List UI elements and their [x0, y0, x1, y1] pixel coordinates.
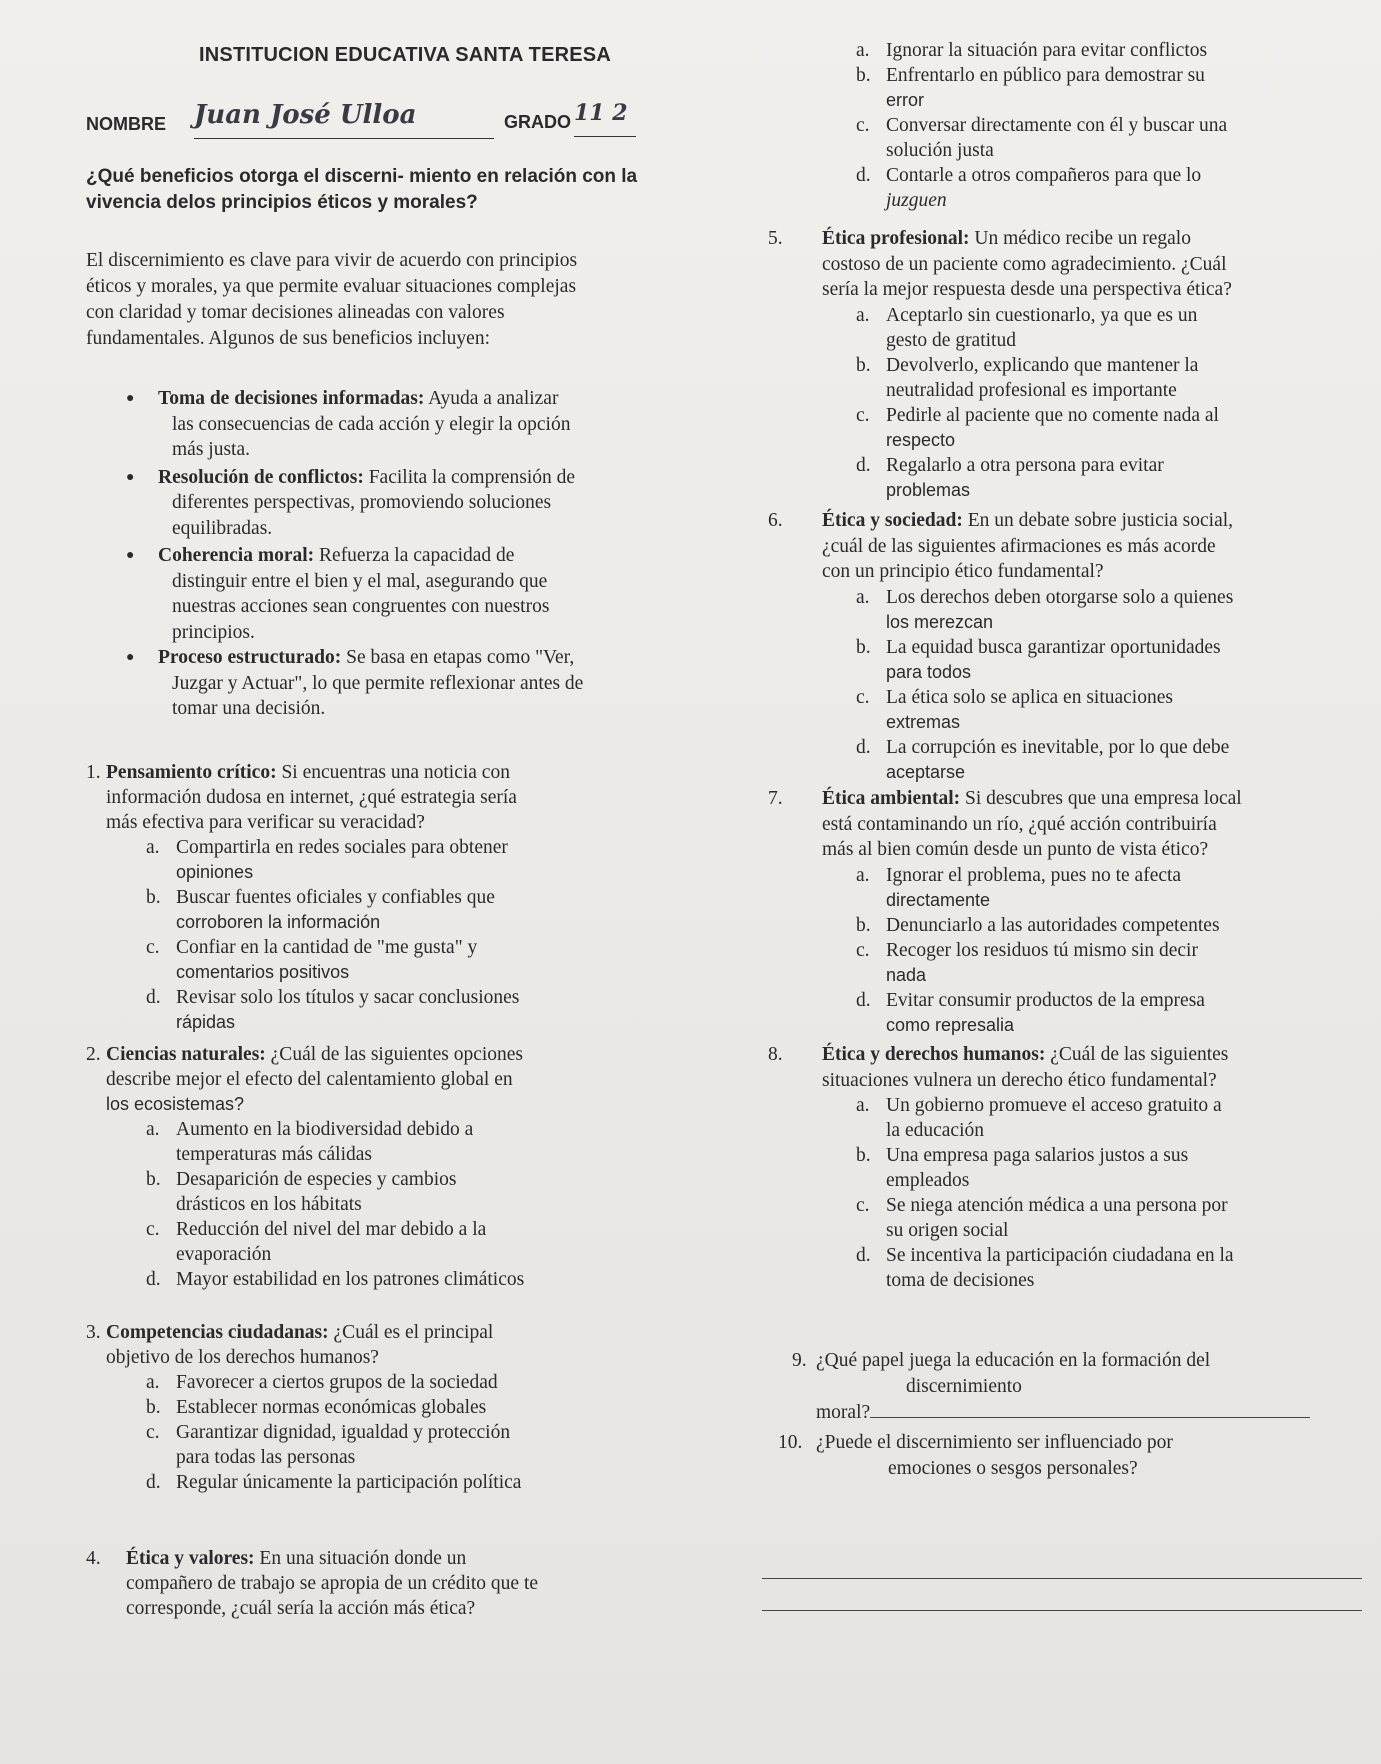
option-c[interactable] [752, 685, 1362, 735]
benefit-text: nuestras acciones sean congruentes con nuestros [172, 596, 550, 617]
name-grade-row [86, 100, 686, 140]
question-10 [752, 1430, 1362, 1481]
question-title: Ética y valores: [126, 1548, 255, 1569]
option-letter: b. [146, 1169, 161, 1190]
question-number: 4. [86, 1548, 101, 1569]
benefit-title: Proceso estructurado: [158, 647, 342, 668]
question-text: los ecosistemas? [106, 1094, 245, 1114]
benefit-text: Juzgar y Actuar", lo que permite reflexionar antes de [172, 672, 584, 694]
option-text: la educación [886, 1120, 984, 1141]
option-c[interactable] [752, 1193, 1362, 1243]
question-text: con un principio ético fundamental? [822, 561, 1104, 582]
option-d[interactable] [752, 453, 1362, 503]
question-number: 2. [86, 1044, 101, 1065]
question-text: emociones o sesgos personales? [888, 1457, 1138, 1479]
option-d[interactable] [106, 985, 706, 1035]
option-letter: c. [856, 939, 870, 961]
option-letter: b. [856, 354, 871, 376]
intro-question [86, 164, 706, 216]
paragraph-line: fundamentales. Algunos de sus beneficios incluyen: [86, 328, 490, 349]
question-text: ¿Puede el discernimiento ser influenciado por [816, 1432, 1173, 1453]
option-a[interactable] [752, 863, 1362, 913]
option-letter: c. [146, 1219, 160, 1240]
option-text: Evitar consumir productos de la empresa [886, 989, 1205, 1011]
question-text: objetivo de los derechos humanos? [106, 1347, 379, 1368]
option-text: Recoger los residuos tú mismo sin decir [886, 939, 1198, 961]
question-number: 9. [792, 1350, 807, 1371]
option-d[interactable] [106, 1267, 706, 1292]
option-letter: b. [856, 636, 871, 658]
option-letter: c. [146, 1422, 160, 1443]
benefit-text: equilibradas. [172, 517, 273, 539]
question-text: sería la mejor respuesta desde una perspectiva ética? [822, 279, 1232, 300]
option-text: opiniones [176, 862, 254, 882]
benefit-text: las consecuencias de cada acción y elegir la opción [172, 413, 571, 435]
benefit-item [86, 645, 706, 722]
option-text: Revisar solo los títulos y sacar conclusiones [176, 987, 520, 1008]
option-b[interactable] [752, 635, 1362, 685]
option-letter: c. [856, 404, 870, 426]
option-letter: a. [856, 586, 870, 608]
option-text: Contarle a otros compañeros para que lo [886, 165, 1202, 186]
question-text: En un debate sobre justicia social, [967, 510, 1234, 531]
option-text: Se incentiva la participación ciudadana en la [886, 1245, 1234, 1266]
option-c[interactable] [752, 113, 1362, 163]
option-text: Regalarlo a otra persona para evitar [886, 454, 1164, 476]
intro-question-line: vivencia delos principios éticos y morales? [86, 192, 478, 213]
option-letter: d. [856, 989, 871, 1011]
option-text: Ignorar la situación para evitar conflictos [886, 40, 1208, 61]
question-title: Competencias ciudadanas: [106, 1322, 329, 1343]
question-4 [86, 1546, 706, 1621]
benefit-text: diferentes perspectivas, promoviendo soluciones [172, 492, 552, 513]
option-text: Regular únicamente la participación política [176, 1472, 522, 1493]
option-letter: d. [146, 1269, 161, 1290]
option-text: drásticos en los hábitats [176, 1194, 362, 1215]
option-text: Un gobierno promueve el acceso gratuito a [886, 1095, 1222, 1116]
option-text: directamente [886, 889, 991, 910]
question-title: Ética y sociedad: [822, 510, 963, 531]
option-text: Confiar en la cantidad de "me gusta" y [176, 937, 478, 958]
question-7 [752, 786, 1362, 1038]
option-letter: b. [856, 65, 871, 86]
option-b[interactable] [106, 1395, 706, 1420]
option-text: Establecer normas económicas globales [176, 1397, 487, 1418]
option-text: nada [886, 964, 927, 985]
option-text: gesto de gratitud [886, 329, 1016, 351]
question-8 [752, 1042, 1362, 1293]
question-text: ¿Cuál de las siguientes opciones [270, 1044, 524, 1065]
option-b[interactable] [752, 1143, 1362, 1193]
option-d[interactable] [752, 1243, 1362, 1293]
question-text: discernimiento [906, 1375, 1022, 1397]
question-9 [752, 1348, 1362, 1426]
option-text: Los derechos deben otorgarse solo a quienes [886, 586, 1234, 608]
option-text: Reducción del nivel del mar debido a la [176, 1219, 487, 1240]
question-text: compañero de trabajo se apropia de un crédito que te [126, 1573, 539, 1594]
option-a[interactable] [752, 303, 1362, 353]
option-text: aceptarse [886, 761, 966, 782]
option-text: Una empresa paga salarios justos a sus [886, 1145, 1189, 1166]
benefit-text: principios. [172, 621, 255, 643]
question-number: 5. [768, 228, 783, 249]
option-b[interactable] [752, 353, 1362, 403]
option-text: neutralidad profesional es importante [886, 379, 1177, 401]
question-title: Ética profesional: [822, 228, 970, 249]
option-letter: b. [146, 887, 161, 908]
question-text: más al bien común desde un punto de vista ético? [822, 839, 1209, 860]
option-letter: d. [146, 1472, 161, 1493]
question-5 [752, 226, 1362, 503]
intro-paragraph [86, 248, 706, 352]
benefit-text: más justa. [172, 439, 250, 460]
option-text: error [886, 90, 925, 110]
paragraph-line: El discernimiento es clave para vivir de acuerdo con principios [86, 250, 578, 271]
question-text: ¿Qué papel juega la educación en la formación del [816, 1350, 1211, 1371]
option-text: La ética solo se aplica en situaciones [886, 686, 1173, 708]
option-text: corroboren la información [176, 912, 381, 932]
question-1 [86, 760, 706, 1035]
question-text: En una situación donde un [259, 1548, 467, 1569]
benefit-title: Toma de decisiones informadas: [158, 388, 425, 409]
option-c[interactable] [106, 935, 706, 985]
option-text: para todas las personas [176, 1447, 356, 1468]
option-text: Ignorar el problema, pues no te afecta [886, 864, 1182, 886]
question-2 [86, 1042, 706, 1292]
question-text: corresponde, ¿cuál sería la acción más ética? [126, 1598, 476, 1619]
intro-question-line: ¿Qué beneficios otorga el discerni- miento en relación con la [86, 166, 638, 187]
option-b[interactable] [106, 885, 706, 935]
question-text: más efectiva para verificar su veracidad? [106, 812, 425, 833]
paragraph-line: éticos y morales, ya que permite evaluar situaciones complejas [86, 276, 577, 297]
option-a[interactable] [106, 835, 706, 885]
option-letter: a. [856, 864, 870, 886]
option-b[interactable] [752, 913, 1362, 938]
question-text: ¿Cuál es el principal [333, 1322, 494, 1343]
option-text: problemas [886, 479, 971, 500]
question-number: 8. [768, 1044, 783, 1065]
option-text: evaporación [176, 1244, 272, 1265]
option-letter: b. [856, 914, 871, 936]
benefit-title: Coherencia moral: [158, 545, 315, 566]
option-text: Denunciarlo a las autoridades competentes [886, 914, 1220, 936]
option-text: respecto [886, 429, 956, 450]
option-letter: c. [856, 115, 870, 136]
school-name: INSTITUCION EDUCATIVA SANTA TERESA [199, 44, 611, 66]
benefits-list [86, 386, 706, 722]
option-letter: d. [856, 165, 871, 186]
option-text: solución justa [886, 140, 994, 161]
option-text: Mayor estabilidad en los patrones climáticos [176, 1269, 525, 1290]
option-text: comentarios positivos [176, 962, 350, 982]
question-text: ¿Cuál de las siguientes [1050, 1044, 1229, 1065]
option-letter: a. [856, 40, 870, 61]
question-text: Si encuentras una noticia con [281, 762, 510, 783]
option-letter: b. [146, 1397, 161, 1418]
question-4-options [752, 38, 1362, 213]
option-d[interactable] [752, 988, 1362, 1038]
answer-line[interactable] [762, 1598, 1362, 1611]
name-label: NOMBRE [86, 114, 166, 134]
option-b[interactable] [106, 1167, 706, 1217]
option-letter: d. [146, 987, 161, 1008]
name-field [194, 100, 494, 139]
option-letter: d. [856, 454, 871, 476]
question-title: Ciencias naturales: [106, 1044, 266, 1065]
benefit-text: Se basa en etapas como "Ver, [346, 647, 575, 668]
option-text: Pedirle al paciente que no comente nada al [886, 404, 1219, 426]
option-d[interactable] [106, 1470, 706, 1495]
option-letter: a. [856, 1095, 870, 1116]
option-text: Compartirla en redes sociales para obtener [176, 837, 508, 858]
benefit-text: Refuerza la capacidad de [319, 545, 515, 566]
question-text: moral? [816, 1402, 871, 1423]
question-text: costoso de un paciente como agradecimiento. ¿Cuál [822, 253, 1227, 275]
option-text: para todos [886, 661, 972, 682]
question-number: 10. [778, 1432, 803, 1453]
option-a[interactable] [752, 585, 1362, 635]
option-b[interactable] [752, 63, 1362, 113]
option-text: su origen social [886, 1220, 1009, 1241]
option-text: toma de decisiones [886, 1270, 1035, 1291]
option-c[interactable] [106, 1217, 706, 1267]
question-title: Pensamiento crítico: [106, 762, 277, 783]
option-letter: d. [856, 1245, 871, 1266]
question-title: Ética y derechos humanos: [822, 1044, 1046, 1065]
question-number: 3. [86, 1322, 101, 1343]
option-text: Aceptarlo sin cuestionarlo, ya que es un [886, 304, 1198, 326]
option-text: Se niega atención médica a una persona por [886, 1195, 1228, 1216]
bullet-icon: ● [126, 548, 135, 563]
option-letter: b. [856, 1145, 871, 1166]
paragraph-line: con claridad y tomar decisiones alineadas con valores [86, 302, 505, 323]
benefit-text: Ayuda a analizar [428, 388, 559, 409]
answer-line[interactable] [762, 1566, 1362, 1579]
option-text: Buscar fuentes oficiales y confiables que [176, 887, 495, 908]
benefit-item [86, 465, 706, 542]
option-letter: d. [856, 736, 871, 758]
option-text: temperaturas más cálidas [176, 1144, 372, 1165]
option-text: Aumento en la biodiversidad debido a [176, 1119, 474, 1140]
option-text: Desaparición de especies y cambios [176, 1169, 457, 1190]
option-c[interactable] [752, 403, 1362, 453]
question-text: situaciones vulnera un derecho ético fundamental? [822, 1069, 1217, 1091]
option-d[interactable] [752, 163, 1362, 213]
option-letter: a. [146, 837, 160, 858]
option-a[interactable] [106, 1370, 706, 1395]
bullet-icon: ● [126, 650, 135, 665]
option-letter: c. [856, 1195, 870, 1216]
option-letter: a. [146, 1119, 160, 1140]
option-text: juzguen [886, 190, 947, 211]
option-text: Favorecer a ciertos grupos de la sociedad [176, 1372, 498, 1393]
question-text: ¿cuál de las siguientes afirmaciones es más acorde [822, 535, 1216, 557]
benefit-item [86, 386, 706, 463]
benefit-text: tomar una decisión. [172, 698, 326, 719]
grade-field [574, 100, 636, 137]
bullet-icon: ● [126, 391, 135, 406]
option-text: empleados [886, 1170, 970, 1191]
question-text: Un médico recibe un regalo [974, 228, 1191, 249]
option-letter: c. [856, 686, 870, 708]
option-a[interactable] [106, 1117, 706, 1167]
option-a[interactable] [752, 1093, 1362, 1143]
option-d[interactable] [752, 735, 1362, 785]
question-text: información dudosa en internet, ¿qué estrategia sería [106, 787, 517, 808]
answer-line[interactable] [870, 1399, 1310, 1418]
option-c[interactable] [752, 938, 1362, 988]
option-text: La equidad busca garantizar oportunidades [886, 636, 1221, 658]
option-letter: a. [146, 1372, 160, 1393]
option-text: La corrupción es inevitable, por lo que debe [886, 736, 1230, 758]
grade-label: GRADO [504, 112, 571, 132]
option-text: Enfrentarlo en público para demostrar su [886, 65, 1205, 86]
question-number: 1. [86, 762, 101, 783]
question-3 [86, 1320, 706, 1495]
option-c[interactable] [106, 1420, 706, 1470]
question-text: describe mejor el efecto del calentamiento global en [106, 1069, 513, 1090]
question-title: Ética ambiental: [822, 788, 961, 809]
benefit-title: Resolución de conflictos: [158, 466, 364, 488]
option-text: como represalia [886, 1014, 1015, 1035]
option-text: Garantizar dignidad, igualdad y protección [176, 1422, 511, 1443]
benefit-item [86, 543, 706, 645]
option-a[interactable] [752, 38, 1362, 63]
question-text: está contaminando un río, ¿qué acción contribuiría [822, 813, 1217, 835]
benefit-text: distinguir entre el bien y el mal, asegurando que [172, 570, 548, 592]
question-6 [752, 508, 1362, 785]
question-number: 7. [768, 788, 783, 809]
option-letter: c. [146, 937, 160, 958]
option-text: Conversar directamente con él y buscar una [886, 115, 1228, 136]
option-text: extremas [886, 711, 961, 732]
option-text: los merezcan [886, 611, 994, 632]
option-letter: a. [856, 304, 870, 326]
option-text: rápidas [176, 1012, 236, 1032]
question-number: 6. [768, 510, 783, 531]
name-value: Juan José Ulloa [194, 100, 417, 130]
option-text: Devolverlo, explicando que mantener la [886, 354, 1199, 376]
grade-value: 11 2 [574, 100, 628, 126]
bullet-icon: ● [126, 469, 135, 485]
benefit-text: Facilita la comprensión de [368, 466, 576, 488]
question-text: Si descubres que una empresa local [964, 788, 1242, 809]
